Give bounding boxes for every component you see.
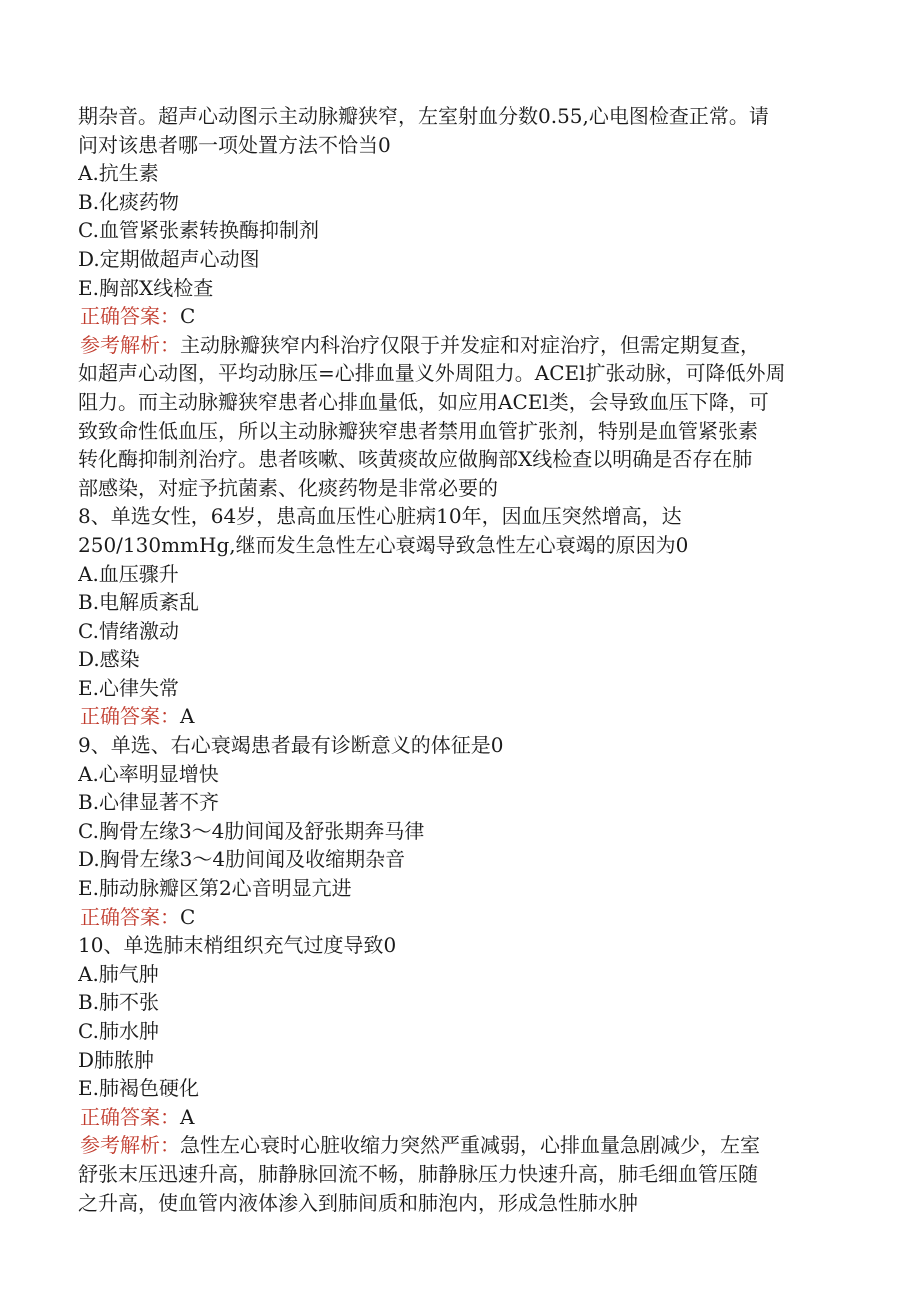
document-page: [78, 102, 838, 1217]
answer-value: C: [180, 304, 196, 329]
option-d: D.感染: [78, 647, 140, 672]
analysis-text: 之升高，使血管内液体渗入到肺间质和肺泡内，形成急性肺水肿: [78, 1190, 638, 1215]
answer-line: [78, 1103, 838, 1132]
option-d: D.定期做超声心动图: [78, 246, 260, 271]
option-a: A.血压骤升: [78, 561, 179, 586]
option-c: C.胸骨左缘3～4肋间闻及舒张期奔马律: [78, 818, 425, 843]
question-7: [78, 102, 838, 502]
answer-value: C: [180, 904, 196, 929]
question-stem: 问对该患者哪一项处置方法不恰当0: [78, 132, 391, 157]
option-a: A.心率明显增快: [78, 761, 219, 786]
answer-line: [78, 702, 838, 731]
option-b: B.化痰药物: [78, 189, 180, 214]
question-8: [78, 502, 838, 731]
analysis-text: 舒张末压迅速升高，肺静脉回流不畅，肺静脉压力快速升高，肺毛细血管压随: [78, 1161, 758, 1186]
question-stem: 8、单选女性，64岁，患高血压性心脏病10年，因血压突然增高，达: [78, 504, 682, 529]
answer-label: 正确答案：: [80, 1104, 180, 1129]
option-e: E.肺动脉瓣区第2心音明显亢进: [78, 876, 352, 901]
option-d: D肺脓肿: [78, 1047, 155, 1072]
answer-label: 正确答案：: [80, 904, 180, 929]
question-stem: 250/130mmHg,继而发生急性左心衰竭导致急性左心衰竭的原因为0: [78, 532, 689, 557]
question-stem: 期杂音。超声心动图示主动脉瓣狭窄，左室射血分数0.55,心电图检查正常。请: [78, 104, 769, 128]
option-c: C.肺水肿: [78, 1019, 159, 1043]
analysis-text: 致致命性低血压，所以主动脉瓣狭窄患者禁用血管扩张剂，特别是血管紧张素: [78, 418, 758, 443]
answer-label: 正确答案：: [80, 304, 180, 329]
answer-label: 正确答案：: [80, 704, 180, 729]
analysis-line: [78, 1131, 838, 1160]
answer-line: [78, 903, 838, 932]
analysis-label: 参考解析：: [80, 1133, 180, 1158]
question-10: [78, 931, 838, 1217]
answer-line: [78, 302, 838, 331]
option-e: E.心律失常: [78, 675, 179, 700]
analysis-text: 转化酶抑制剂治疗。患者咳嗽、咳黄痰故应做胸部X线检查以明确是否存在肺: [78, 447, 753, 472]
question-9: [78, 731, 838, 931]
analysis-text: 部感染，对症予抗菌素、化痰药物是非常必要的: [78, 475, 498, 500]
option-e: E.胸部X线检查: [78, 275, 214, 300]
option-e: E.肺褐色硬化: [78, 1076, 199, 1101]
answer-value: A: [180, 704, 195, 729]
question-stem: 10、单选肺末梢组织充气过度导致0: [78, 933, 397, 958]
question-stem: 9、单选、右心衰竭患者最有诊断意义的体征是0: [78, 733, 504, 758]
analysis-line: [78, 331, 838, 360]
answer-value: A: [180, 1104, 195, 1129]
analysis-text: 急性左心衰时心脏收缩力突然严重减弱，心排血量急剧减少，左室: [180, 1133, 760, 1158]
option-b: B.肺不张: [78, 990, 160, 1015]
option-c: C.血管紧张素转换酶抑制剂: [78, 218, 319, 243]
analysis-text: 主动脉瓣狭窄内科治疗仅限于并发症和对症治疗，但需定期复查，: [180, 332, 760, 357]
analysis-text: 如超声心动图，平均动脉压=心排血量义外周阻力。ACEl扩张动脉，可降低外周: [78, 361, 786, 386]
option-a: A.抗生素: [78, 161, 159, 186]
option-b: B.电解质紊乱: [78, 590, 200, 615]
analysis-label: 参考解析：: [80, 332, 180, 357]
analysis-text: 阻力。而主动脉瓣狭窄患者心排血量低，如应用ACEl类，会导致血压下降，可: [78, 389, 769, 414]
option-a: A.肺气肿: [78, 961, 159, 986]
option-b: B.心律显著不齐: [78, 790, 220, 815]
option-d: D.胸骨左缘3～4肋间闻及收缩期杂音: [78, 847, 406, 872]
option-c: C.情绪激动: [78, 618, 179, 643]
